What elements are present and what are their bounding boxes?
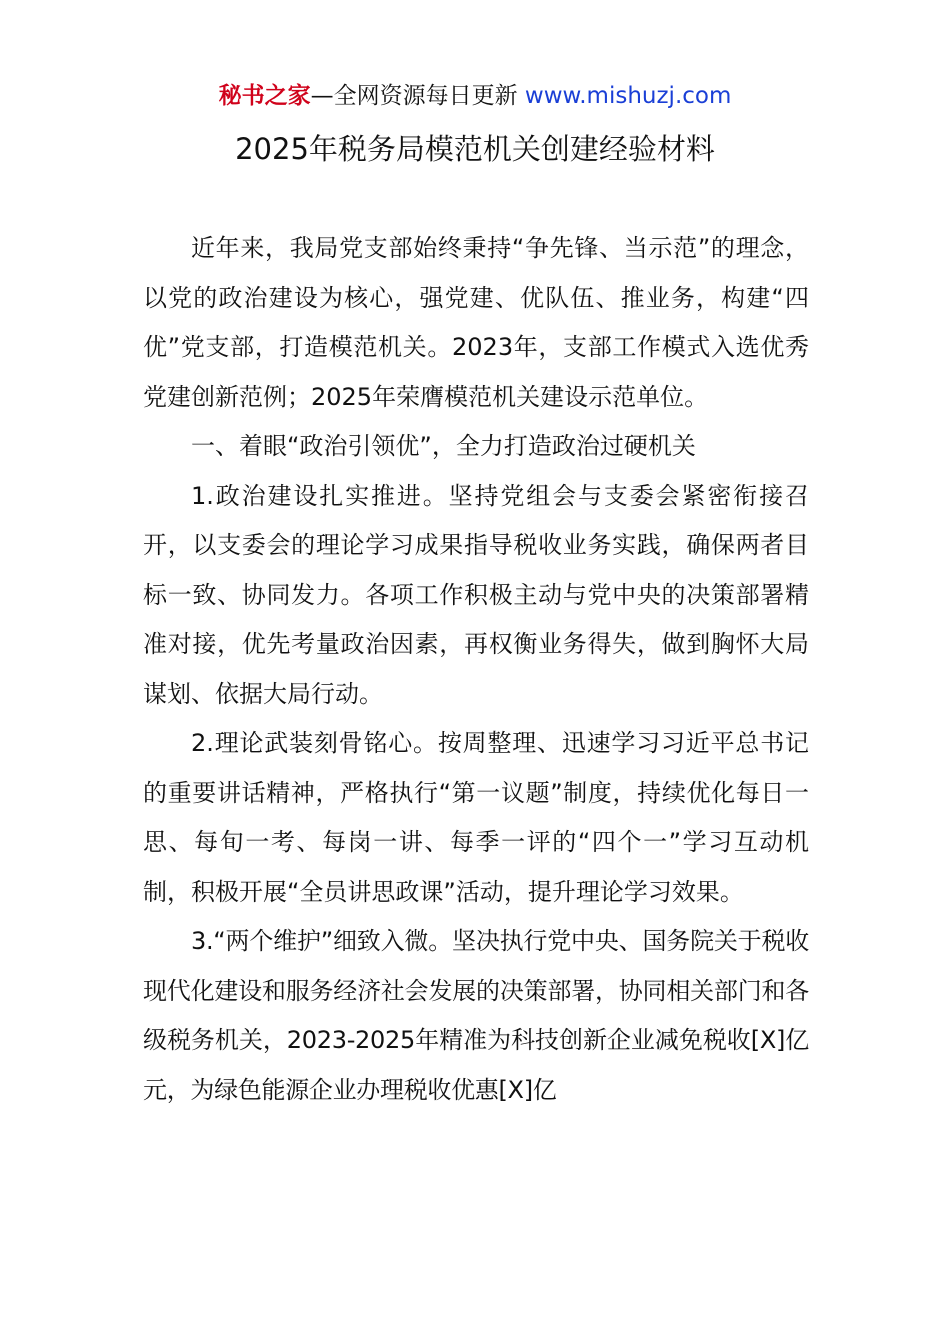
site-header bbox=[0, 80, 950, 112]
section-heading: 一、着眼“政治引领优”，全力打造政治过硬机关 bbox=[191, 432, 696, 460]
site-url-link[interactable]: www.mishuzj.com bbox=[524, 83, 732, 109]
item-paragraph-2: 2.理论武装刻骨铭心。按周整理、迅速学习习近平总书记的重要讲话精神，严格执行“第一议题”制度，持续优化每日一思、每旬一考、每岗一讲、每季一评的“四个一”学习互动机制，积极开展“全员讲思政课”活动，提升理论学习效果。 bbox=[143, 729, 809, 906]
item-paragraph-1: 1.政治建设扎实推进。坚持党组会与支委会紧密衔接召开，以支委会的理论学习成果指导税收业务实践，确保两者目标一致、协同发力。各项工作积极主动与党中央的决策部署精准对接，优先考量政治因素，再权衡业务得失，做到胸怀大局谋划、依据大局行动。 bbox=[143, 481, 809, 708]
document-body bbox=[143, 224, 809, 1115]
document-title: 2025年税务局模范机关创建经验材料 bbox=[235, 132, 715, 166]
item-paragraph-3: 3.“两个维护”细致入微。坚决执行党中央、国务院关于税收现代化建设和服务经济社会发展的决策部署，协同相关部门和各级税务机关，2023-2025年精准为科技创新企业减免税收[X]亿元，为绿色能源企业办理税收优惠[X]亿 bbox=[143, 927, 809, 1104]
brand-name: 秘书之家 bbox=[218, 83, 311, 109]
header-tagline: —全网资源每日更新 bbox=[310, 83, 518, 109]
intro-paragraph: 近年来，我局党支部始终秉持“争先锋、当示范”的理念，以党的政治建设为核心，强党建、优队伍、推业务，构建“四优”党支部，打造模范机关。2023年，支部工作模式入选优秀党建创新范例；2025年荣膺模范机关建设示范单位。 bbox=[143, 234, 809, 411]
